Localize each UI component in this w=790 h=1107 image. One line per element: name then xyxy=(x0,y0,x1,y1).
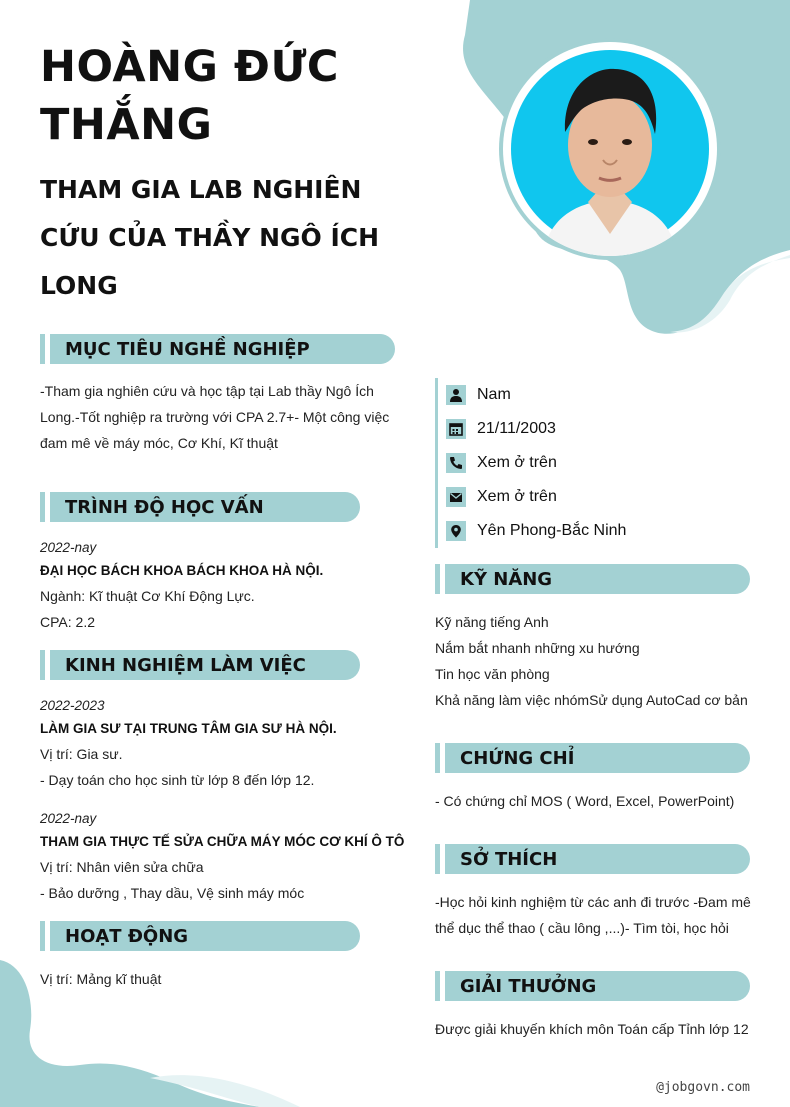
contact-dob: 21/11/2003 xyxy=(438,412,738,446)
list-item: Khả năng làm việc nhómSử dụng AutoCad cơ bản xyxy=(435,692,748,708)
location-pin-icon xyxy=(446,521,466,541)
list-item: Nắm bắt nhanh những xu hướng xyxy=(435,640,640,656)
skills-section-title: KỸ NĂNG xyxy=(435,564,750,594)
experience-org: THAM GIA THỰC TẾ SỬA CHỮA MÁY MÓC CƠ KHÍ Ô TÔ xyxy=(40,834,405,849)
skills-list xyxy=(435,609,755,713)
mail-icon xyxy=(446,487,466,507)
contact-gender: Nam xyxy=(438,378,738,412)
calendar-icon xyxy=(446,419,466,439)
education-cpa: CPA: 2.2 xyxy=(40,614,95,630)
watermark: @jobgovn.com xyxy=(656,1080,750,1095)
candidate-name: HOÀNG ĐỨC THẮNG xyxy=(40,42,339,150)
awards-text: Được giải khuyến khích môn Toán cấp Tỉnh lớp 12 xyxy=(435,1021,749,1037)
list-item: Kỹ năng tiếng Anh xyxy=(435,614,549,630)
experience-description: - Bảo dưỡng , Thay dầu, Vệ sinh máy móc xyxy=(40,885,305,901)
experience-description: - Dạy toán cho học sinh từ lớp 8 đến lớp 12. xyxy=(40,772,315,788)
list-item: Tin học văn phòng xyxy=(435,666,550,682)
education-major: Ngành: Kĩ thuật Cơ Khí Động Lực. xyxy=(40,588,255,604)
objective-section-title: MỤC TIÊU NGHỀ NGHIỆP xyxy=(40,334,395,364)
experience-date: 2022-nay xyxy=(40,811,97,826)
education-date: 2022-nay xyxy=(40,540,97,555)
experience-section-title: KINH NGHIỆM LÀM VIỆC xyxy=(40,650,360,680)
person-icon xyxy=(446,385,466,405)
contact-email: Xem ở trên xyxy=(438,480,738,514)
contact-info xyxy=(435,378,738,548)
certificates-text: - Có chứng chỉ MOS ( Word, Excel, PowerPoint) xyxy=(435,793,735,809)
candidate-headline: THAM GIA LAB NGHIÊN CỨU CỦA THẦY NGÔ ÍCH LONG xyxy=(40,175,380,300)
education-section-title: TRÌNH ĐỘ HỌC VẤN xyxy=(40,492,360,522)
objective-text: -Tham gia nghiên cứu và học tập tại Lab thầy Ngô Ích Long.-Tốt nghiệp ra trường với CPA 2.7+- Một công việc đam mê về máy móc, Cơ Khí, Kĩ thuật xyxy=(40,383,390,451)
experience-position: Vị trí: Nhân viên sửa chữa xyxy=(40,859,204,875)
activities-section-title: HOẠT ĐỘNG xyxy=(40,921,360,951)
education-school: ĐẠI HỌC BÁCH KHOA BÁCH KHOA HÀ NỘI. xyxy=(40,563,324,578)
hobbies-text: -Học hỏi kinh nghiệm từ các anh đi trước -Đam mê thể dục thể thao ( cầu lông ,...)- Tìm tòi, học hỏi xyxy=(435,894,751,936)
awards-section-title: GIẢI THƯỞNG xyxy=(435,971,750,1001)
experience-position: Vị trí: Gia sư. xyxy=(40,746,123,762)
experience-date: 2022-2023 xyxy=(40,698,105,713)
contact-phone: Xem ở trên xyxy=(438,446,738,480)
experience-org: LÀM GIA SƯ TẠI TRUNG TÂM GIA SƯ HÀ NỘI. xyxy=(40,721,337,736)
hobbies-section-title: SỞ THÍCH xyxy=(435,844,750,874)
phone-icon xyxy=(446,453,466,473)
activities-text: Vị trí: Mảng kĩ thuật xyxy=(40,971,162,987)
portrait-image xyxy=(503,42,717,256)
certificates-section-title: CHỨNG CHỈ xyxy=(435,743,750,773)
profile-photo xyxy=(503,42,717,256)
contact-address: Yên Phong-Bắc Ninh xyxy=(438,514,738,548)
